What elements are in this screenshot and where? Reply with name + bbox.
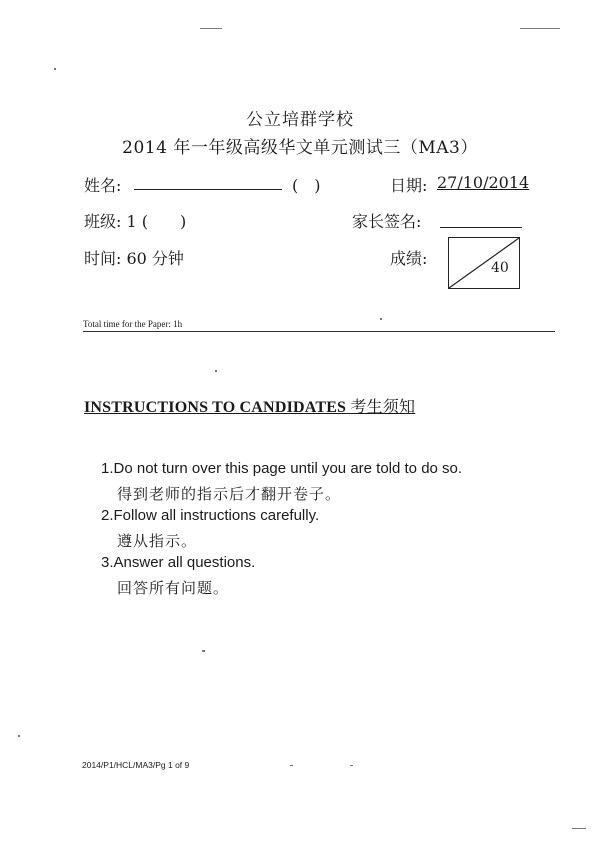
instruction-2-cn: 遵从指示。 [117, 532, 198, 550]
instructions-heading-cn: 考生须知 [350, 397, 416, 416]
name-blank-line[interactable] [134, 172, 282, 190]
scan-speck [572, 828, 586, 829]
scan-speck [18, 735, 20, 737]
total-time: Total time for the Paper: 1h [83, 319, 183, 329]
instructions-heading-en: INSTRUCTIONS TO CANDIDATES [84, 399, 347, 416]
scan-speck [290, 765, 293, 766]
class-label: 班级: 1 ( ) [84, 212, 187, 231]
instructions-heading [84, 394, 415, 417]
parent-signature-line[interactable] [440, 210, 522, 228]
scan-speck [200, 28, 222, 29]
name-index-paren: ( ) [292, 176, 321, 195]
scan-speck [54, 68, 56, 70]
scan-speck [202, 650, 205, 652]
instruction-1-en: 1.Do not turn over this page until you are told to do so. [101, 460, 463, 477]
time-label: 时间: 60 分钟 [84, 249, 184, 268]
date-label: 日期: [390, 176, 428, 195]
instruction-2-en: 2.Follow all instructions carefully. [101, 507, 320, 524]
date-value: 27/10/2014 [437, 173, 530, 192]
instruction-3-en: 3.Answer all questions. [101, 554, 256, 571]
score-label: 成绩: [390, 249, 428, 268]
scan-speck [520, 28, 560, 29]
instruction-1-cn: 得到老师的指示后才翻开卷子。 [117, 485, 342, 503]
scan-speck [350, 765, 353, 766]
instruction-3-cn: 回答所有问题。 [117, 579, 230, 597]
school-name: 公立培群学校 [246, 110, 354, 130]
score-box [448, 237, 520, 289]
exam-title: 2014 年一年级高级华文单元测试三（MA3） [122, 138, 478, 158]
scan-speck [380, 318, 382, 320]
page-footer: 2014/P1/HCL/MA3/Pg 1 of 9 [82, 760, 190, 770]
parent-signature-label: 家长签名: [352, 212, 422, 231]
divider-line [83, 331, 555, 332]
name-label: 姓名: [84, 176, 122, 195]
scan-speck [215, 370, 217, 372]
score-total: 40 [491, 260, 509, 276]
